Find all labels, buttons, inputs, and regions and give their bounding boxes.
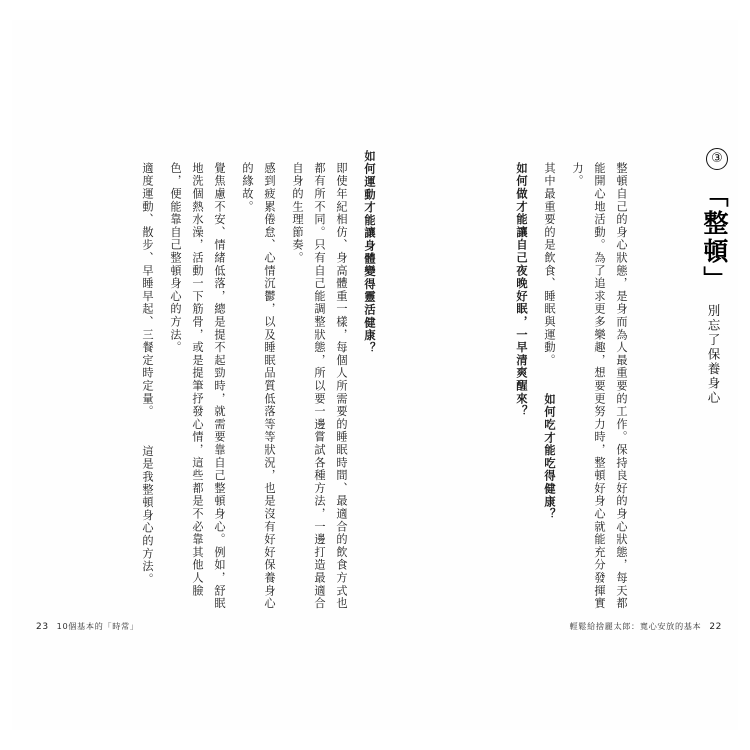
running-head-left: 10個基本的「時常」 [56,621,139,631]
paragraph: 覺焦慮不安、情緒低落，總是提不起勁時，就需要靠自己整頓身心。例如，舒眠地洗個熱水澡，活動一下筋骨，或是提筆抒發心情，這些都是不必靠其他人臉色，便能靠自己整頓身心的方法。 [169,162,226,610]
left-page-footer [36,621,139,632]
folio-right: 22 [709,622,722,632]
chapter-title: 「整頓」 [700,182,729,294]
paragraph: 這是我整頓身心的方法。 [141,444,154,586]
chapter-number: ③ [706,148,728,170]
paragraph: 整頓自己的身心狀態，是身而為人最重要的工作。保持良好的身心狀態，每天都能開心地活動。為了追求更多樂趣，想要更努力時，整頓好身心就能充分發揮實力。 [571,162,628,610]
chapter-subtitle: 別忘了保養身心 [706,304,721,406]
paragraph: 如何吃才能吃得健康？ [543,393,556,522]
right-page-footer [570,621,722,632]
paragraph: 如何運動才能讓身體變得靈活健康？ [363,150,376,355]
left-page-body [46,150,380,610]
right-page-body [392,150,632,610]
paragraph: 如何做才能讓自己夜晚好眠，一早清爽醒來？ [515,162,528,418]
folio-left: 23 [36,622,49,632]
paragraph: 適度運動、散步、早睡早起、三餐定時定量。 [141,162,154,418]
paragraph: 其中最重要的是飲食、睡眠與運動。 [543,162,556,367]
paragraph: 感到疲累倦怠、心情沉鬱，以及睡眠品質低落等等狀況，也是沒有好好保養身心的緣故。 [241,162,276,610]
chapter-title-group [704,148,728,180]
chapter-heading [699,148,728,406]
running-head-right: 輕鬆給捨麗太郎：寬心安放的基本 [569,621,702,631]
paragraph: 即使年紀相仿、身高體重一樣，每個人所需要的睡眠時間、最適合的飲食方式也都有所不同。只有自己能調整狀態，所以要一邊嘗試各種方法，一邊打造最適合自身的生理節奏。 [291,162,348,610]
